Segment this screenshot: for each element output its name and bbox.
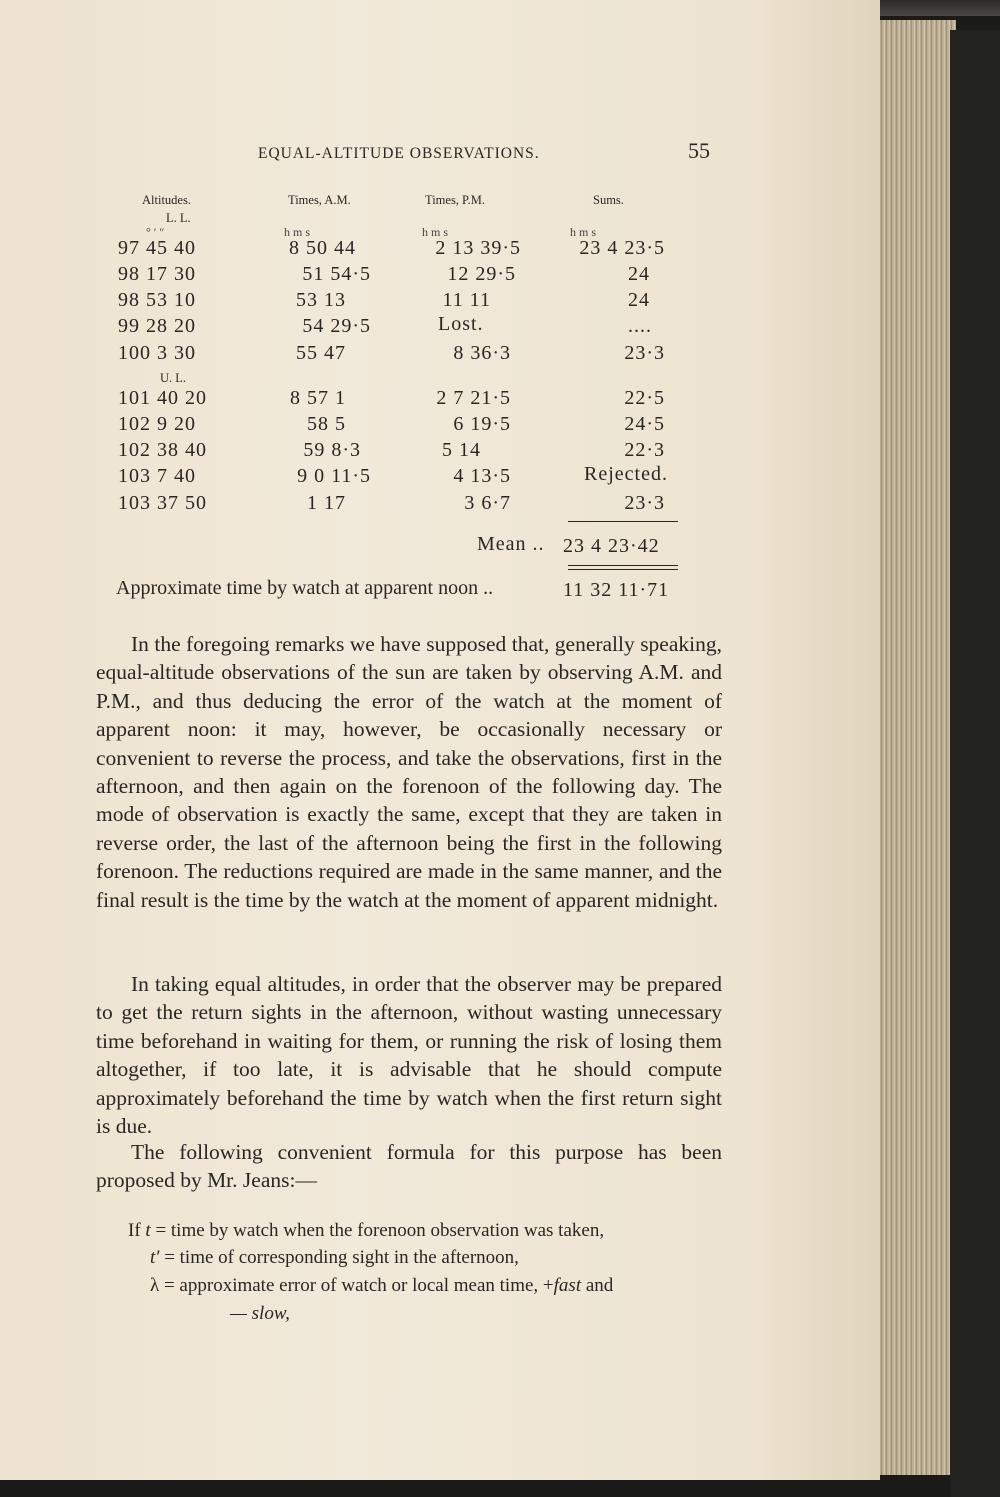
row-3-am: 53 13 [296, 289, 346, 311]
row-5-pm: 8 36·3 [453, 342, 511, 364]
sum-rule-bottom-2 [568, 569, 678, 570]
book-cover [950, 30, 1000, 1497]
row-7-alt: 102 9 20 [118, 413, 196, 435]
row-5-sum: 23·3 [624, 342, 665, 364]
formula-var-t: t [145, 1220, 151, 1241]
row-4-pm: Lost. [438, 313, 484, 335]
row-9-pm: 4 13·5 [453, 465, 511, 487]
row-4-sum: .... [628, 315, 652, 337]
row-4-am: 54 29·5 [302, 315, 371, 337]
col-header-altitudes: Altitudes. [142, 193, 191, 207]
page-number: 55 [688, 138, 710, 163]
row-9-alt: 103 7 40 [118, 465, 196, 487]
row-10-am: 1 17 [307, 492, 346, 514]
row-3-pm: 11 11 [442, 289, 491, 311]
row-8-alt: 102 38 40 [118, 439, 207, 461]
row-3-alt: 98 53 10 [118, 289, 196, 311]
formula-fast: fast [553, 1275, 582, 1296]
row-10-sum: 23·3 [624, 492, 665, 514]
unit-am: h m s [284, 225, 311, 239]
row-10-alt: 103 37 50 [118, 492, 207, 514]
unit-pm: h m s [422, 225, 449, 239]
row-1-alt: 97 45 40 [118, 237, 196, 259]
row-8-am: 59 8·3 [303, 439, 361, 461]
row-8-sum: 22·3 [624, 439, 665, 461]
sum-rule-bottom-1 [568, 565, 678, 566]
row-6-am: 8 57 1 [290, 387, 346, 409]
row-7-pm: 6 19·5 [453, 413, 511, 435]
formula-line-3 [150, 1275, 613, 1297]
row-5-alt: 100 3 30 [118, 342, 196, 364]
formula-and: and [585, 1275, 614, 1296]
row-3-sum: 24 [628, 289, 650, 311]
row-7-am: 58 5 [307, 413, 346, 435]
row-9-sum: Rejected. [584, 463, 668, 485]
formula-line-1 [128, 1220, 604, 1242]
formula-if: If [128, 1220, 141, 1241]
row-2-alt: 98 17 30 [118, 263, 196, 285]
paragraph-2: In taking equal altitudes, in order that the observer may be prepared to get the return sights in the afternoon, without wasting unnecessary time beforehand in waiting for them, or running the risk of losing them altogether, if too late, it is advisable that he should compute approximately beforehand the time by watch when the first return sight is due. [96, 972, 722, 1139]
paragraph-1: In the foregoing remarks we have supposed that, generally speaking, equal-altitude observations of the sun are taken by observing A.M. and P.M., and thus deducing the error of the watch at the moment of apparent noon: it may, however, be occasionally necessary or convenient to reverse the process, and take the observations, first in the afternoon, and then again on the forenoon of the following day. The mode of observation is exactly the same, except that they are taken in reverse order, the last of the afternoon being the first in the following forenoon. The reductions required are made in the same manner, and the final result is the time by the watch at the moment of apparent midnight. [96, 632, 722, 912]
lower-limb-label: L. L. [166, 211, 191, 225]
col-header-sums: Sums. [593, 193, 624, 207]
col-header-times-am: Times, A.M. [288, 193, 351, 207]
unit-altitude: ° ′ ″ [146, 225, 165, 239]
row-5-am: 55 47 [296, 342, 346, 364]
row-8-pm: 5 14 [442, 439, 481, 461]
row-2-am: 51 54·5 [302, 263, 371, 285]
row-1-am: 8 50 44 [289, 237, 356, 259]
row-1-sum: 23 4 23·5 [579, 237, 665, 259]
mean-value: 23 4 23·42 [563, 535, 660, 557]
row-9-am: 9 0 11·5 [297, 465, 371, 487]
formula-line-1-text: = time by watch when the forenoon observation was taken, [155, 1220, 605, 1241]
mean-label: Mean .. [477, 533, 545, 555]
unit-sums: h m s [570, 225, 597, 239]
row-2-sum: 24 [628, 263, 650, 285]
noon-value: 11 32 11·71 [563, 579, 670, 601]
row-10-pm: 3 6·7 [464, 492, 511, 514]
row-2-pm: 12 29·5 [447, 263, 516, 285]
col-header-times-pm: Times, P.M. [425, 193, 485, 207]
row-6-sum: 22·5 [624, 387, 665, 409]
sum-rule-top [568, 521, 678, 522]
noon-label: Approximate time by watch at apparent noon .. [116, 577, 494, 599]
upper-limb-label: U. L. [160, 371, 187, 385]
formula-line-2-text: = time of corresponding sight in the afternoon, [164, 1247, 519, 1268]
page-edges [878, 20, 956, 1475]
formula-var-t-prime: t′ [150, 1247, 160, 1268]
row-6-pm: 2 7 21·5 [436, 387, 511, 409]
formula-line-2 [150, 1247, 519, 1269]
running-title: EQUAL-ALTITUDE OBSERVATIONS. [258, 145, 540, 162]
row-1-pm: 2 13 39·5 [435, 237, 521, 259]
row-7-sum: 24·5 [624, 413, 665, 435]
paragraph-3: The following convenient formula for this purpose has been proposed by Mr. Jeans:— [96, 1140, 722, 1193]
row-6-alt: 101 40 20 [118, 387, 207, 409]
formula-line-4: — slow, [230, 1303, 290, 1324]
formula-var-lambda: λ [150, 1275, 160, 1296]
formula-line-3-text: = approximate error of watch or local mean time, + [163, 1275, 554, 1296]
row-4-alt: 99 28 20 [118, 315, 196, 337]
